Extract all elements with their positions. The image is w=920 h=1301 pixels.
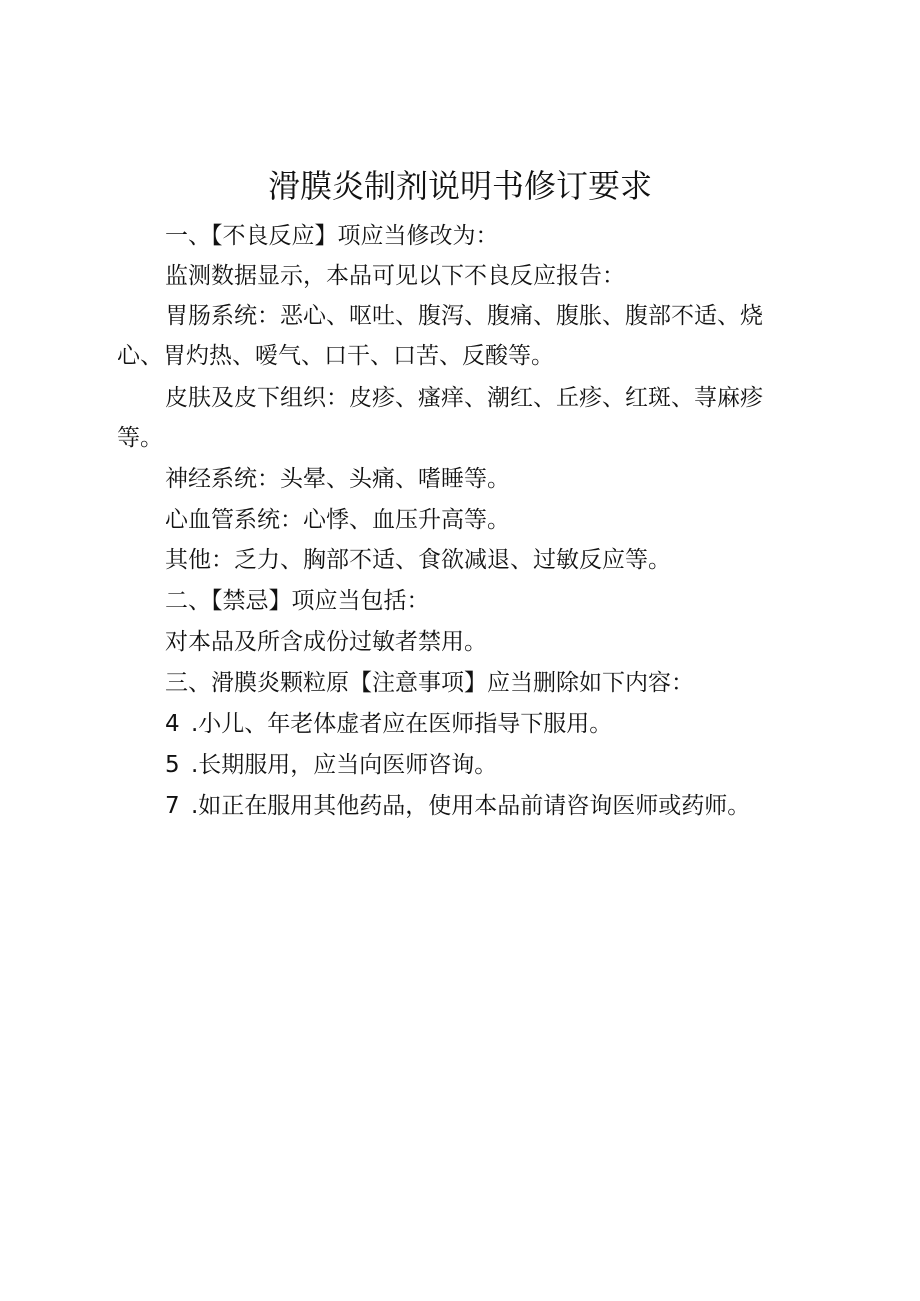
deleted-item-7 [165,792,750,820]
skin-line2: 等。 [117,425,163,451]
section1-heading: 一、【不良反应】项应当修改为： [165,223,499,249]
deleted-item-5 [165,751,497,779]
section2-heading: 二、【禁忌】项应当包括： [165,588,430,614]
item-number: 7 [165,793,180,819]
other-line: 其他：乏力、胸部不适、食欲减退、过敏反应等。 [165,547,671,573]
cardio-line: 心血管系统：心悸、血压升高等。 [165,507,510,533]
item-text: .如正在服用其他药品，使用本品前请咨询医师或药师。 [191,793,751,819]
document-title: 滑膜炎制剂说明书修订要求 [267,167,652,205]
section2-content: 对本品及所含成份过敏者禁用。 [165,629,487,655]
item-number: 4 [165,711,180,737]
skin-line1: 皮肤及皮下组织：皮疹、瘙痒、潮红、丘疹、红斑、荨麻疹 [165,385,763,411]
item-number: 5 [165,752,180,778]
gi-line1: 胃肠系统：恶心、呕吐、腹泻、腹痛、腹胀、腹部不适、烧 [165,303,763,329]
section1-intro: 监测数据显示，本品可见以下不良反应报告： [165,263,625,289]
deleted-item-4 [165,710,612,738]
nervous-line: 神经系统：头晕、头痛、嗜睡等。 [165,466,510,492]
gi-line2: 心、胃灼热、嗳气、口干、口苦、反酸等。 [117,343,554,369]
section3-heading: 三、滑膜炎颗粒原【注意事项】应当删除如下内容： [165,670,694,696]
item-text: .长期服用，应当向医师咨询。 [191,752,498,778]
item-text: .小儿、年老体虚者应在医师指导下服用。 [191,711,613,737]
